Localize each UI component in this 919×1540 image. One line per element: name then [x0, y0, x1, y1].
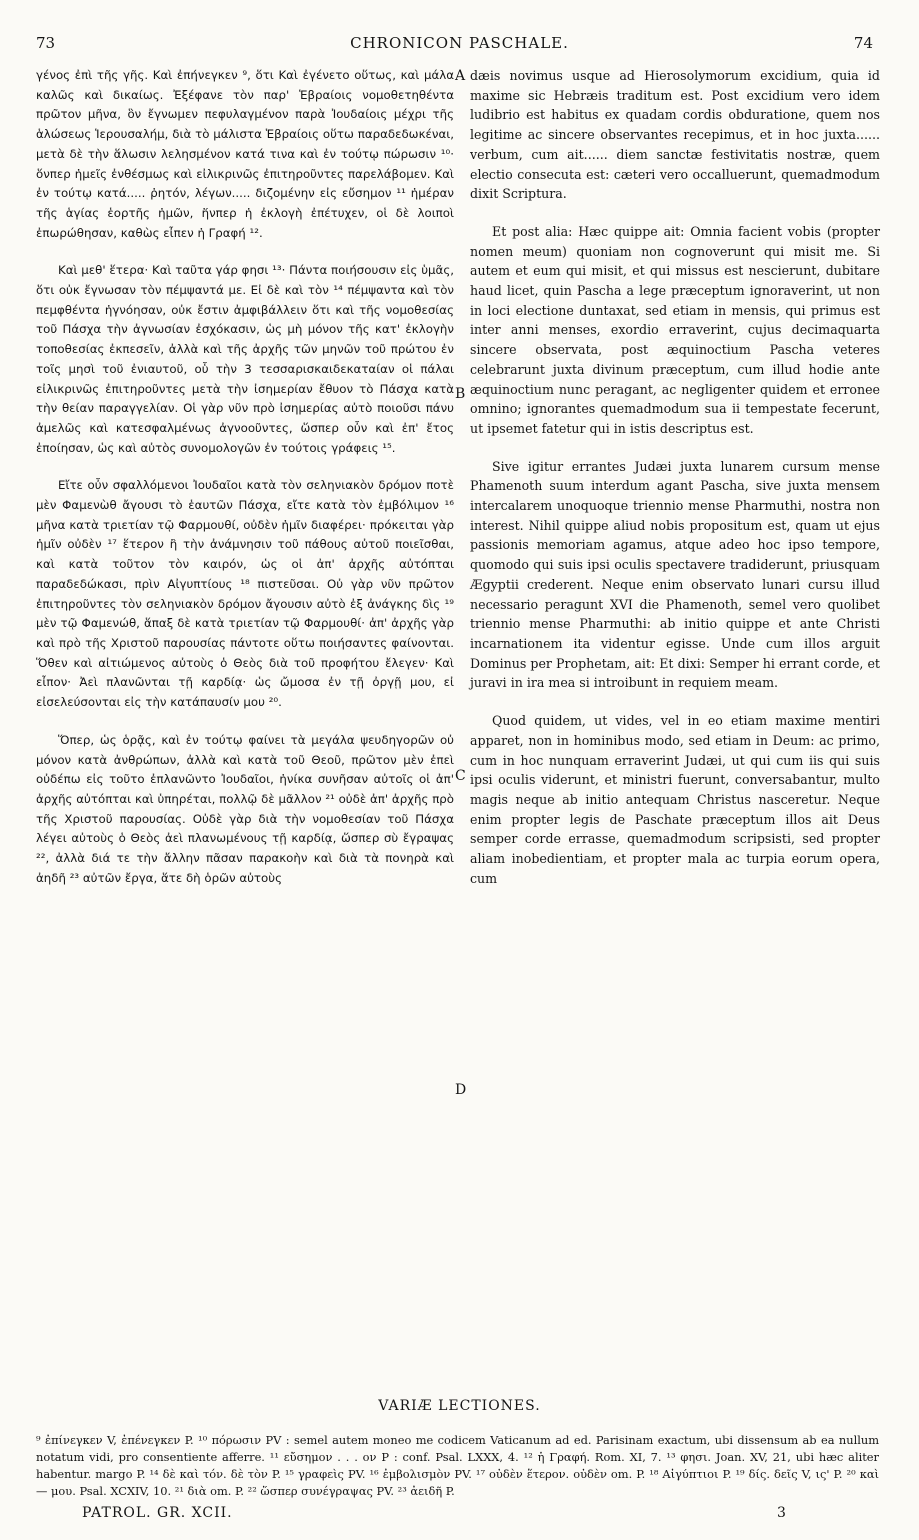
running-title: CHRONICON PASCHALE.	[350, 34, 569, 52]
running-header	[0, 34, 919, 54]
greek-paragraph: Εἴτε οὖν σφαλλόμενοι Ἰουδαῖοι κατὰ τὸν σεληνιακὸν δρόμον ποτὲ μὲν Φαμενὼθ ἄγουσι τὸ ἑαυτῶν Πάσχα, εἴτε κατὰ τὸν ἐμβόλιμον ¹⁶ μῆνα κατὰ τριετίαν τῷ Φαρμουθί, οὐδὲν ἡμῖν διαφέρει· πρόκειται γὰρ ἡμῖν οὐδὲν ¹⁷ ἕτερον ἢ τὴν ἀνάμνησιν τοῦ πάθους αὐτοῦ ποιεῖσθαι, καὶ κατὰ τοῦτον τὸν καιρόν, ὡς οἱ ἀπ' ἀρχῆς αὐτόπται παραδεδώκασι, πρὶν Αἰγυπτίους ¹⁸ πιστεῦσαι. Οὐ γὰρ νῦν πρῶτον ἐπιτηροῦντες τὸν σεληνιακὸν δρόμον ἄγουσιν αὐτὸ ἐξ ἀνάγκης δὶς ¹⁹ μὲν τῷ Φαμενώθ, ἅπαξ δὲ κατὰ τριετίαν τῷ Φαρμουθί· ἀπ' ἀρχῆς γὰρ καὶ πρὸ τῆς Χριστοῦ παρουσίας πάντοτε οὕτω ποιήσαντες φαίνονται. Ὅθεν καὶ αἰτιώμενος αὐτοὺς ὁ Θεὸς διὰ τοῦ προφήτου ἔλεγεν· Καὶ εἶπον· Ἀεὶ πλανῶνται τῇ καρδίᾳ· ὡς ὤμοσα ἐν τῇ ὀργῇ μου, εἰ εἰσελεύσονται εἰς τὴν κατάπαυσίν μου ²⁰.	[36, 478, 454, 710]
section-marker-a: A	[455, 68, 466, 84]
page-number-left: 73	[36, 34, 56, 52]
section-marker-d: D	[455, 1082, 467, 1098]
footer-signature: 3	[777, 1505, 786, 1521]
variae-lectiones-title: VARIÆ LECTIONES.	[378, 1398, 541, 1414]
latin-column	[470, 66, 880, 906]
section-marker-c: C	[455, 768, 466, 784]
greek-paragraph: Ὅπερ, ὡς ὁρᾷς, καὶ ἐν τούτῳ φαίνει τὰ μεγάλα ψευδηγορῶν οὐ μόνον κατὰ ἀνθρώπων, ἀλλὰ καὶ κατὰ τοῦ Θεοῦ, πρῶτον μὲν ἐπεὶ οὐδέπω εἰς τοῦτο ἐπλανῶντο Ἰουδαῖοι, ἡνίκα συνῆσαν αὐτοῖς οἱ ἀπ' ἀρχῆς αὐτόπται καὶ ὑπηρέται, πολλῷ δὲ μᾶλλον ²¹ οὐδὲ ἀπ' ἀρχῆς πρὸ τῆς Χριστοῦ παρουσίας. Οὐδὲ γὰρ διὰ τὴν νομοθεσίαν τοῦ Πάσχα λέγει αὐτοὺς ὁ Θεὸς ἀεὶ πλανωμένους τῇ καρδίᾳ, ὥσπερ σὺ ἔγραψας ²², ἀλλὰ διά τε τὴν ἄλλην πᾶσαν παρακοὴν καὶ διὰ τὰ πονηρὰ καὶ ἀηδῆ ²³ αὐτῶν ἔργα, ἅτε δὴ ὁρῶν αὐτοὺς	[36, 732, 454, 885]
greek-paragraph: γένος ἐπὶ τῆς γῆς. Καὶ ἐπήνεγκεν ⁹, ὅτι Καὶ ἐγένετο οὕτως, καὶ μάλα καλῶς καὶ δικαίως. Ἐξέφανε τὸν παρ' Ἑβραίοις νομοθετηθέντα πρῶτον μῆνα, ὃν ἔγνωμεν πεφυλαγμένον παρὰ Ἰουδαίοις μέχρι τῆς ἁλώσεως Ἱερουσαλήμ, διὰ τὸ μάλιστα Ἑβραίοις οὕτω παραδεδωκέναι, μετὰ δὲ τὴν ἅλωσιν λελησμένον κατά τινα καὶ ἐν τούτῳ πώρωσιν ¹⁰· ὅνπερ ἡμεῖς ἐνθέσμως καὶ εἰλικρινῶς ἐπιτηροῦντες παρελάβομεν. Καὶ ἐν τούτῳ κατά..... ῥητόν, λέγων..... διζομένην εἰς εὔσημον ¹¹ ἡμέραν τῆς ἁγίας ἑορτῆς ἡμῶν, ἥνπερ ἡ ἐκλογὴ ἐπέτυχεν, οἱ δὲ λοιποὶ ἐπωρώθησαν, καθὼς εἶπεν ἡ Γραφή ¹².	[36, 68, 454, 240]
variae-lectiones-text: ⁹ ἐπίνεγκεν V, ἐπένεγκεν P. ¹⁰ πόρωσιν PV : semel autem moneo me codicem Vaticanum ad ed. Parisinam exactum, ubi dissensum ab ea nullum notatum vidi, pro consentiente afferre. ¹¹ εὔσημον . . . ον P : conf. Psal. LXXX, 4. ¹² ἡ Γραφή. Rom. XI, 7. ¹³ φησι. Joan. XV, 21, ubi hæc aliter habentur. margo P. ¹⁴ δὲ καὶ τόν. δὲ τὸν P. ¹⁵ γραφεὶς PV. ¹⁶ ἐμβολισμὸν PV. ¹⁷ οὐδὲν ἕτερον. οὐδὲν om. P. ¹⁸ Αἰγύπτιοι P. ¹⁹ δίς. δεῖς V, ις' P. ²⁰ καὶ — μου. Psal. XCXIV, 10. ²¹ διὰ om. P. ²² ὥσπερ συνέγραψας PV. ²³ ἀειδῆ P.	[36, 1433, 879, 1498]
latin-paragraph: Et post alia: Hæc quippe ait: Omnia facient vobis (propter nomen meum) quoniam non cognoverunt qui misit me. Si autem et eum qui misit, et qui missus est nescierunt, dubitare haud licet, quin Pascha a lege præceptum ignoraverint, ut non in loci electione duntaxat, sed etiam in mensis, qui primus est inter anni menses, exordio erraverint, cujus decimaquarta sincere observata, post æquinoctium Pascha veteres celebrarunt juxta divinum præceptum, cum illud hodie ante æquinoctium nunc peragant, ac negligenter quidem et erronee omnino; ignorantes quemadmodum sua ii tempestate fecerunt, ut ipsemet fatetur qui in istis descriptus est.	[470, 223, 880, 436]
footer-volume: PATROL. GR. XCII.	[82, 1505, 233, 1521]
latin-paragraph: Sive igitur errantes Judæi juxta lunarem cursum mense Phamenoth suum interdum agant Pascha, sive juxta mensem intercalarem unoquoque triennio mense Pharmuthi, nostra non interest. Nihil quippe aliud nobis propositum est, quam ut ejus passionis memoriam agamus, atque adeo hoc ipso tempore, quomodo qui suis ipsi oculis spectavere tradiderunt, priusquam Ægyptii crederent. Neque enim observato lunari cursu illud necessario peragunt XVI die Phamenoth, semel vero quolibet triennio mense Pharmuthi: ab initio quippe et ante Christi incarnationem ita videntur egisse. Unde cum illos arguit Dominus per Prophetam, ait: Et dixi: Semper hi errant corde, et juravi in ira mea si introibunt in requiem meam.	[470, 458, 880, 691]
page-number-right: 74	[853, 34, 873, 52]
greek-column	[36, 66, 454, 906]
page-footer	[0, 1505, 919, 1525]
latin-paragraph: dæis novimus usque ad Hierosolymorum excidium, quia id maxime sic Hebræis traditum est. Post excidium vero idem ludibrio est habitus ex quadam cordis obduratione, quem nos legitime ac sincere observantes recepimus, et in hoc juxta...... verbum, cum ait...... diem sanctæ festivitatis nostræ, quem electio consecuta est: cæteri vero occalluerunt, quemadmodum dixit Scriptura.	[470, 68, 880, 202]
section-marker-b: B	[455, 386, 466, 402]
latin-paragraph: Quod quidem, ut vides, vel in eo etiam maxime mentiri apparet, non in hominibus modo, sed etiam in Deum: ac primo, cum in hoc nunquam erraverint Judæi, ut qui cum iis qui suis ipsi oculis viderunt, et ministri fuerunt, conversabantur, multo magis neque ab initio antequam Christus nasceretur. Neque enim propter legis de Paschate præceptum illos ait Deus semper corde errasse, quemadmodum scripsisti, sed propter aliam inobedientiam, et propter mala ac turpia eorum opera, cum	[470, 713, 880, 886]
greek-paragraph: Καὶ μεθ' ἕτερα· Καὶ ταῦτα γάρ φησι ¹³· Πάντα ποιήσουσιν εἰς ὑμᾶς, ὅτι οὐκ ἔγνωσαν τὸν πέμψαντά με. Εἰ δὲ καὶ τὸν ¹⁴ πέμψαντα καὶ τὸν πεμφθέντα ἠγνόησαν, οὐκ ἔστιν ἀμφιβάλλειν ὅτι καὶ τῆς νομοθεσίας τοῦ Πάσχα τὴν ἀγνωσίαν ἐσχόκασιν, ὡς μὴ μόνον τῆς κατ' ἐκλογὴν τοποθεσίας ἐκπεσεῖν, ἀλλὰ καὶ τῆς ἀρχῆς τῶν μηνῶν τοῦ πρώτου ἐν τοῖς μησὶ τοῦ ἐνιαυτοῦ, οὗ τὴν 3 τεσσαρισκαιδεκαταίαν οἱ πάλαι εἰλικρινῶς ἐπιτηροῦντες μετὰ τὴν ἰσημερίαν ἔθυον τὸ Πάσχα κατὰ τὴν θείαν παραγγελίαν. Οἱ γὰρ νῦν πρὸ ἰσημερίας αὐτὸ ποιοῦσι πάνυ ἀμελῶς καὶ κατεσφαλμένως ἀγνοοῦντες, ὥσπερ οὖν καὶ ἐπ' ἔτος ἐποίησαν, ὡς καὶ αὐτὸς συνομολογῶν ἐν τούτοις γράφεις ¹⁵.	[36, 263, 454, 455]
